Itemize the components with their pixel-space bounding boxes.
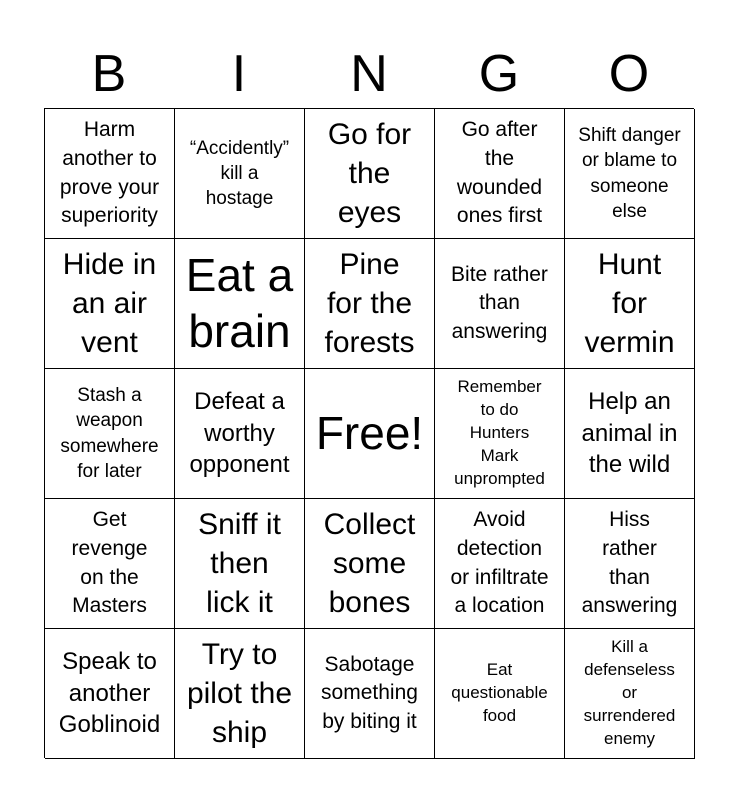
bingo-cell-text: Eat questionable food (451, 660, 548, 725)
bingo-cell-text: Kill a defenseless or surrendered enemy (583, 637, 676, 748)
bingo-cell-text: Bite rather than answering (451, 262, 548, 343)
bingo-cell (175, 369, 305, 499)
bingo-cell-text: Eat a brain (185, 249, 294, 357)
bingo-cell (305, 109, 435, 239)
header-letter-b: B (91, 45, 127, 103)
bingo-cell-text: Hiss rather than answering (581, 508, 678, 618)
bingo-cell (435, 629, 565, 759)
bingo-cell (565, 369, 695, 499)
bingo-cell (565, 499, 695, 629)
bingo-cell-text: Get revenge on the Masters (71, 508, 148, 618)
bingo-cell (45, 239, 175, 369)
bingo-cell (435, 369, 565, 499)
bingo-cell-text: Hunt for vermin (584, 248, 675, 359)
header-letter-g: G (478, 45, 520, 103)
bingo-cell (45, 499, 175, 629)
bingo-cell (435, 109, 565, 239)
bingo-cell (45, 109, 175, 239)
bingo-cell-text: Try to pilot the ship (186, 638, 293, 749)
bingo-cell-text: Sabotage something by biting it (321, 652, 418, 733)
bingo-cell-text: Sniff it then lick it (198, 508, 281, 619)
bingo-cell (435, 239, 565, 369)
bingo-cell-text: Collect some bones (323, 508, 416, 619)
bingo-cell-text: Avoid detection or infiltrate a location (450, 508, 549, 618)
bingo-cell-text: Speak to another Goblinoid (58, 647, 161, 739)
bingo-header (44, 40, 694, 108)
header-letter-i: I (231, 45, 247, 103)
bingo-cell-text: Defeat a worthy opponent (189, 387, 290, 479)
free-space-cell (305, 369, 435, 499)
bingo-cell-text: Pine for the forests (324, 248, 415, 359)
bingo-cell-text: “Accidently” kill a hostage (189, 137, 290, 210)
bingo-cell-text: Harm another to prove your superiority (59, 118, 160, 228)
bingo-cell-text: Go for the eyes (327, 118, 412, 229)
bingo-cell (175, 109, 305, 239)
bingo-cell (305, 629, 435, 759)
header-letter-o: O (608, 45, 650, 103)
bingo-cell-text: Help an animal in the wild (581, 387, 678, 479)
bingo-cell (565, 239, 695, 369)
bingo-cell (45, 629, 175, 759)
bingo-cell (175, 239, 305, 369)
bingo-cell-text: Hide in an air vent (62, 248, 157, 359)
bingo-cell-text: Shift danger or blame to someone else (578, 125, 681, 222)
bingo-cell-text: Go after the wounded ones first (456, 118, 543, 228)
bingo-cell-text: Remember to do Hunters Mark unprompted (454, 377, 545, 488)
bingo-cell (45, 369, 175, 499)
bingo-cell (175, 629, 305, 759)
bingo-cell (435, 499, 565, 629)
bingo-cell (175, 499, 305, 629)
free-space-text: Free! (315, 406, 424, 459)
bingo-cell (565, 629, 695, 759)
bingo-cell (565, 109, 695, 239)
bingo-cell (305, 239, 435, 369)
bingo-cell-text: Stash a weapon somewhere for later (60, 385, 159, 482)
header-letter-n: N (350, 45, 388, 103)
bingo-board (44, 108, 694, 758)
bingo-cell (305, 499, 435, 629)
